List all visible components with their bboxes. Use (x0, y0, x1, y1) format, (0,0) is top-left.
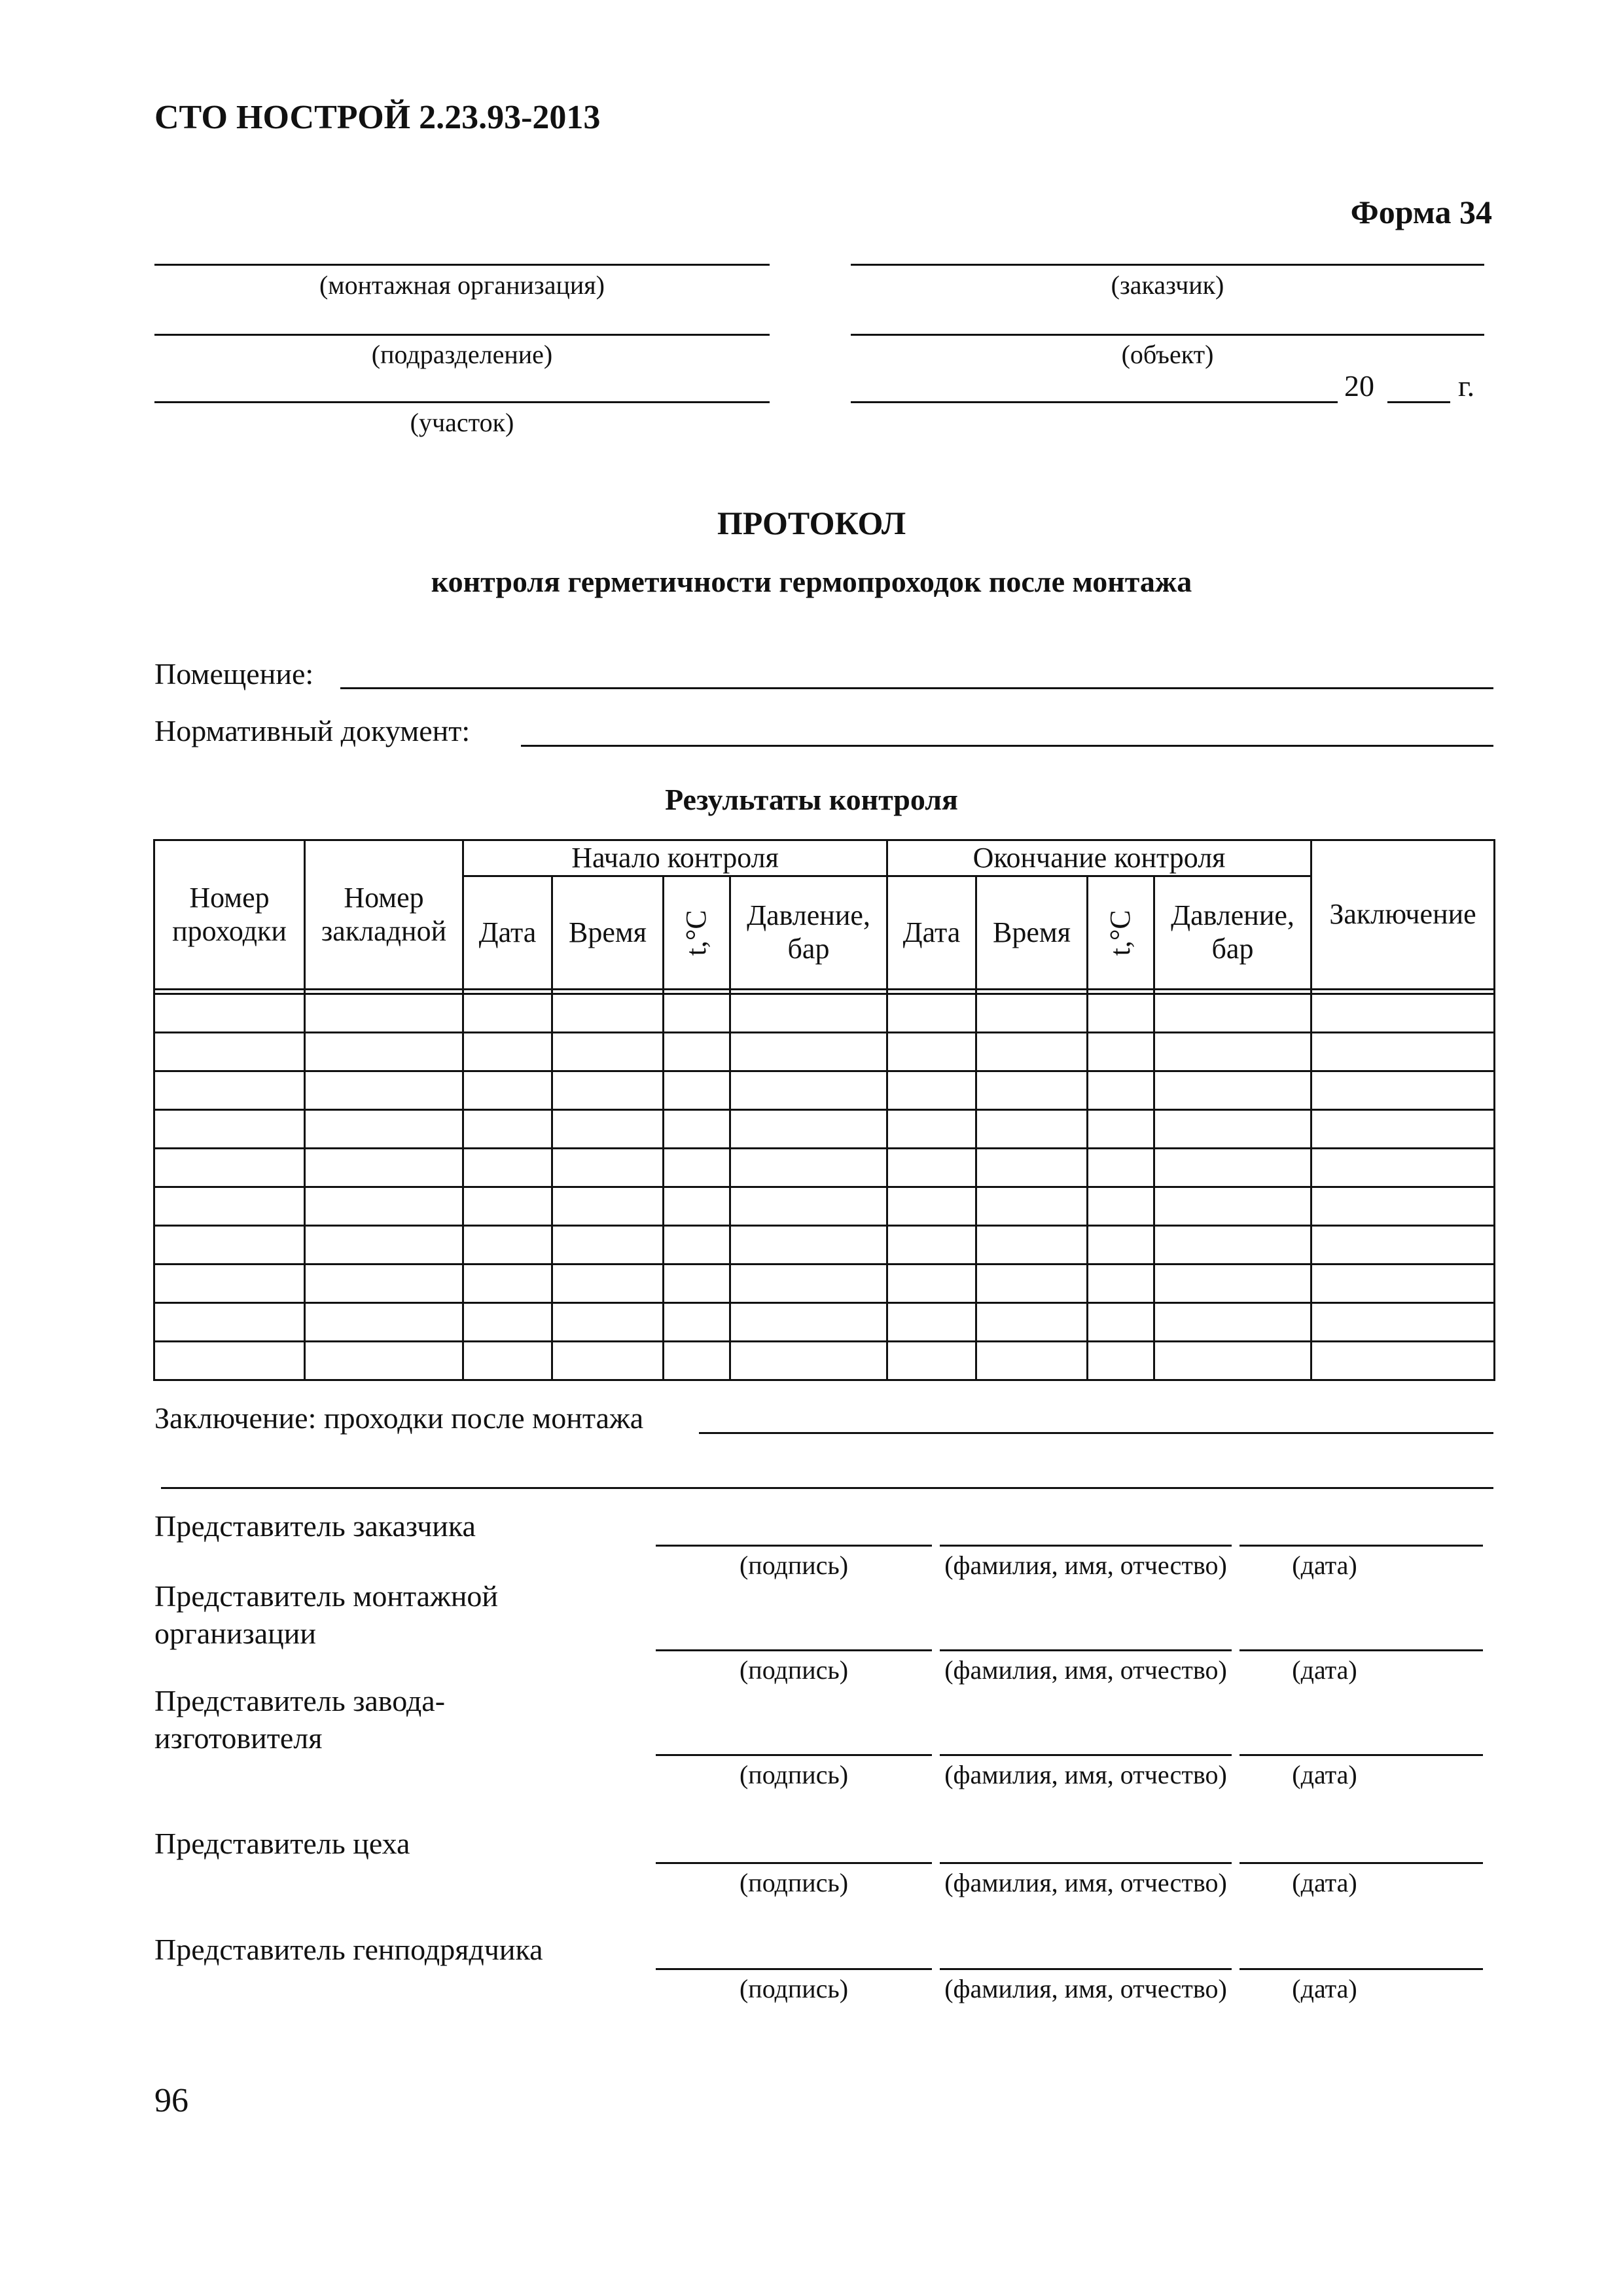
table-cell[interactable] (305, 1226, 463, 1265)
table-cell[interactable] (976, 994, 1088, 1033)
col-start-temperature (664, 876, 730, 990)
header-separator-cell (1154, 990, 1311, 994)
date-caption: (дата) (1292, 1868, 1357, 1897)
full-name-caption: (фамилия, имя, отчество) (944, 1551, 1227, 1580)
table-cell[interactable] (730, 1110, 887, 1149)
signature-caption: (подпись) (739, 1551, 849, 1580)
date-caption: (дата) (1292, 1551, 1357, 1580)
date-day-month-line[interactable] (851, 401, 1338, 403)
table-cell[interactable] (1088, 994, 1154, 1033)
group-start-control: Начало контроля (463, 840, 887, 876)
conclusion-label: Заключение: проходки после монтажа (154, 1401, 644, 1435)
table-cell[interactable] (154, 1110, 305, 1149)
signature-line[interactable] (656, 1862, 932, 1864)
table-cell[interactable] (730, 1071, 887, 1110)
table-cell[interactable] (305, 1110, 463, 1149)
customer-caption: (заказчик) (1111, 270, 1224, 300)
table-cell[interactable] (1154, 1303, 1311, 1342)
table-cell[interactable] (1311, 1226, 1495, 1265)
col-start-date: Дата (463, 876, 552, 990)
signature-caption: (подпись) (739, 1974, 849, 2003)
date-line[interactable] (1240, 1545, 1483, 1547)
form-number: Форма 34 (1350, 194, 1492, 230)
mounting-org-caption: (монтажная организация) (319, 270, 605, 300)
temperature-label: t,°C (1104, 909, 1137, 956)
representative-role-line1: Представитель завода- (154, 1684, 446, 1717)
table-cell[interactable] (552, 1071, 664, 1110)
table-cell[interactable] (552, 1342, 664, 1380)
table-cell[interactable] (730, 1226, 887, 1265)
table-cell[interactable] (1088, 1342, 1154, 1380)
table-cell[interactable] (1088, 1033, 1154, 1071)
table-cell[interactable] (730, 1033, 887, 1071)
table-cell[interactable] (305, 1071, 463, 1110)
table-cell[interactable] (154, 1303, 305, 1342)
date-line[interactable] (1240, 1862, 1483, 1864)
table-cell[interactable] (976, 1110, 1088, 1149)
room-field[interactable] (340, 687, 1493, 689)
conclusion-field[interactable] (699, 1432, 1493, 1434)
table-cell[interactable] (1311, 1033, 1495, 1071)
protocol-subtitle: контроля герметичности гермопроходок после монтажа (431, 565, 1192, 598)
table-row (154, 1187, 1495, 1226)
table-cell[interactable] (664, 1342, 730, 1380)
table-cell[interactable] (887, 994, 976, 1033)
table-cell[interactable] (305, 1303, 463, 1342)
table-row (154, 1265, 1495, 1303)
table-cell[interactable] (664, 1071, 730, 1110)
table-cell[interactable] (664, 1149, 730, 1187)
table-cell[interactable] (730, 1265, 887, 1303)
table-cell[interactable] (730, 994, 887, 1033)
table-cell[interactable] (1154, 1033, 1311, 1071)
table-cell[interactable] (976, 1342, 1088, 1380)
full-name-caption: (фамилия, имя, отчество) (944, 1974, 1227, 2003)
object-line[interactable] (851, 334, 1484, 336)
table-cell[interactable] (552, 1187, 664, 1226)
table-cell[interactable] (463, 1033, 552, 1071)
table-cell[interactable] (463, 1226, 552, 1265)
table-cell[interactable] (1088, 1110, 1154, 1149)
table-cell[interactable] (552, 1226, 664, 1265)
table-cell[interactable] (887, 1149, 976, 1187)
header-separator-cell (154, 990, 305, 994)
table-cell[interactable] (1311, 1110, 1495, 1149)
header-separator-cell (305, 990, 463, 994)
table-cell[interactable] (1088, 1149, 1154, 1187)
table-cell[interactable] (552, 994, 664, 1033)
table-cell[interactable] (887, 1033, 976, 1071)
table-cell[interactable] (1088, 1071, 1154, 1110)
table-cell[interactable] (1311, 1071, 1495, 1110)
signature-line[interactable] (656, 1754, 932, 1756)
table-cell[interactable] (305, 1265, 463, 1303)
table-cell[interactable] (305, 1149, 463, 1187)
col-start-time: Время (552, 876, 664, 990)
col-end-time: Время (976, 876, 1088, 990)
table-cell[interactable] (976, 1226, 1088, 1265)
date-caption: (дата) (1292, 1974, 1357, 2003)
protocol-title: ПРОТОКОЛ (717, 505, 906, 541)
table-cell[interactable] (305, 1342, 463, 1380)
table-cell[interactable] (730, 1187, 887, 1226)
page-number: 96 (154, 2082, 188, 2119)
table-cell[interactable] (664, 1226, 730, 1265)
header-separator-cell (552, 990, 664, 994)
results-title: Результаты контроля (665, 783, 958, 816)
representative-role-line1: Представитель генподрядчика (154, 1933, 543, 1966)
col-end-date: Дата (887, 876, 976, 990)
full-name-line[interactable] (940, 1545, 1232, 1547)
table-cell[interactable] (154, 994, 305, 1033)
table-cell[interactable] (887, 1071, 976, 1110)
representative-role-line2: изготовителя (154, 1721, 323, 1755)
date-line[interactable] (1240, 1968, 1483, 1970)
col-embedded-number: Номер закладной (305, 840, 463, 990)
table-cell[interactable] (730, 1342, 887, 1380)
full-name-caption: (фамилия, имя, отчество) (944, 1760, 1227, 1789)
header-separator-cell (1088, 990, 1154, 994)
temperature-label: t,°C (680, 909, 713, 956)
table-cell[interactable] (154, 1187, 305, 1226)
conclusion-field-2[interactable] (161, 1487, 1493, 1489)
table-cell[interactable] (976, 1071, 1088, 1110)
table-row (154, 1110, 1495, 1149)
date-line[interactable] (1240, 1649, 1483, 1651)
col-passage-number: Номер проходки (154, 840, 305, 990)
table-row (154, 1033, 1495, 1071)
signature-caption: (подпись) (739, 1760, 849, 1789)
table-cell[interactable] (1311, 1265, 1495, 1303)
table-cell[interactable] (1154, 1071, 1311, 1110)
results-table (153, 839, 1495, 1381)
table-cell[interactable] (1088, 1226, 1154, 1265)
full-name-line[interactable] (940, 1862, 1232, 1864)
document-code: СТО НОСТРОЙ 2.23.93-2013 (154, 99, 601, 136)
header-separator-cell (463, 990, 552, 994)
table-row (154, 1303, 1495, 1342)
header-separator-cell (1311, 990, 1495, 994)
table-cell[interactable] (1154, 1226, 1311, 1265)
header-separator-cell (664, 990, 730, 994)
table-cell[interactable] (305, 994, 463, 1033)
table-cell[interactable] (664, 994, 730, 1033)
signature-caption: (подпись) (739, 1868, 849, 1897)
table-cell[interactable] (887, 1303, 976, 1342)
full-name-line[interactable] (940, 1754, 1232, 1756)
date-year-line[interactable] (1387, 401, 1450, 403)
table-cell[interactable] (887, 1226, 976, 1265)
date-caption: (дата) (1292, 1655, 1357, 1685)
table-cell[interactable] (887, 1187, 976, 1226)
table-cell[interactable] (664, 1033, 730, 1071)
representative-role-line1: Представитель монтажной (154, 1579, 499, 1613)
table-cell[interactable] (1311, 1342, 1495, 1380)
table-cell[interactable] (976, 1033, 1088, 1071)
table-cell[interactable] (664, 1110, 730, 1149)
signature-line[interactable] (656, 1968, 932, 1970)
representative-role-line1: Представитель заказчика (154, 1509, 476, 1543)
header-separator-cell (887, 990, 976, 994)
col-conclusion: Заключение (1311, 840, 1495, 990)
table-cell[interactable] (552, 1033, 664, 1071)
subdivision-caption: (подразделение) (371, 340, 553, 369)
table-cell[interactable] (1311, 1187, 1495, 1226)
representative-role-line1: Представитель цеха (154, 1827, 410, 1860)
table-cell[interactable] (552, 1265, 664, 1303)
table-row (154, 1149, 1495, 1187)
section-caption: (участок) (410, 408, 514, 437)
table-cell[interactable] (154, 1071, 305, 1110)
table-cell[interactable] (664, 1187, 730, 1226)
col-end-pressure: Давление, бар (1154, 876, 1311, 990)
table-cell[interactable] (552, 1110, 664, 1149)
subdivision-line[interactable] (154, 334, 770, 336)
table-cell[interactable] (1154, 1265, 1311, 1303)
table-cell[interactable] (463, 1303, 552, 1342)
table-cell[interactable] (887, 1342, 976, 1380)
date-line[interactable] (1240, 1754, 1483, 1756)
table-row (154, 1342, 1495, 1380)
table-cell[interactable] (305, 1187, 463, 1226)
table-cell[interactable] (154, 1342, 305, 1380)
table-cell[interactable] (1154, 994, 1311, 1033)
full-name-line[interactable] (940, 1968, 1232, 1970)
table-cell[interactable] (976, 1265, 1088, 1303)
normative-doc-label: Нормативный документ: (154, 714, 471, 747)
date-caption: (дата) (1292, 1760, 1357, 1789)
mounting-org-line[interactable] (154, 264, 770, 266)
col-end-temperature (1088, 876, 1154, 990)
group-end-control: Окончание контроля (887, 840, 1311, 876)
table-cell[interactable] (552, 1303, 664, 1342)
date-year-prefix: 20 (1344, 369, 1374, 403)
table-cell[interactable] (463, 1071, 552, 1110)
table-cell[interactable] (1311, 1303, 1495, 1342)
signature-line[interactable] (656, 1649, 932, 1651)
table-cell[interactable] (730, 1303, 887, 1342)
date-year-suffix: г. (1458, 369, 1475, 403)
object-caption: (объект) (1121, 340, 1214, 369)
table-cell[interactable] (463, 1265, 552, 1303)
signature-caption: (подпись) (739, 1655, 849, 1685)
table-cell[interactable] (463, 1342, 552, 1380)
room-label: Помещение: (154, 657, 314, 691)
table-cell[interactable] (154, 1265, 305, 1303)
section-line[interactable] (154, 401, 770, 403)
table-row (154, 994, 1495, 1033)
full-name-caption: (фамилия, имя, отчество) (944, 1868, 1227, 1897)
table-row (154, 1226, 1495, 1265)
table-cell[interactable] (1311, 1149, 1495, 1187)
table-cell[interactable] (154, 1033, 305, 1071)
table-cell[interactable] (1154, 1110, 1311, 1149)
customer-line[interactable] (851, 264, 1484, 266)
table-cell[interactable] (1154, 1342, 1311, 1380)
full-name-line[interactable] (940, 1649, 1232, 1651)
table-row (154, 1071, 1495, 1110)
header-separator-cell (976, 990, 1088, 994)
table-cell[interactable] (976, 1303, 1088, 1342)
table-cell[interactable] (1154, 1187, 1311, 1226)
table-cell[interactable] (305, 1033, 463, 1071)
table-cell[interactable] (730, 1149, 887, 1187)
table-cell[interactable] (976, 1187, 1088, 1226)
table-cell[interactable] (154, 1226, 305, 1265)
table-cell[interactable] (664, 1265, 730, 1303)
table-cell[interactable] (1088, 1303, 1154, 1342)
table-cell[interactable] (887, 1265, 976, 1303)
table-cell[interactable] (1311, 994, 1495, 1033)
representative-role-line2: организации (154, 1617, 316, 1650)
table-cell[interactable] (154, 1149, 305, 1187)
col-start-pressure: Давление, бар (730, 876, 887, 990)
table-cell[interactable] (1154, 1149, 1311, 1187)
normative-doc-field[interactable] (521, 745, 1493, 747)
table-cell[interactable] (552, 1149, 664, 1187)
table-cell[interactable] (1088, 1187, 1154, 1226)
table-cell[interactable] (887, 1110, 976, 1149)
table-cell[interactable] (463, 1149, 552, 1187)
table-cell[interactable] (664, 1303, 730, 1342)
table-cell[interactable] (463, 1110, 552, 1149)
table-cell[interactable] (463, 1187, 552, 1226)
table-cell[interactable] (463, 994, 552, 1033)
table-cell[interactable] (1088, 1265, 1154, 1303)
signature-line[interactable] (656, 1545, 932, 1547)
header-separator-cell (730, 990, 887, 994)
full-name-caption: (фамилия, имя, отчество) (944, 1655, 1227, 1685)
table-cell[interactable] (976, 1149, 1088, 1187)
